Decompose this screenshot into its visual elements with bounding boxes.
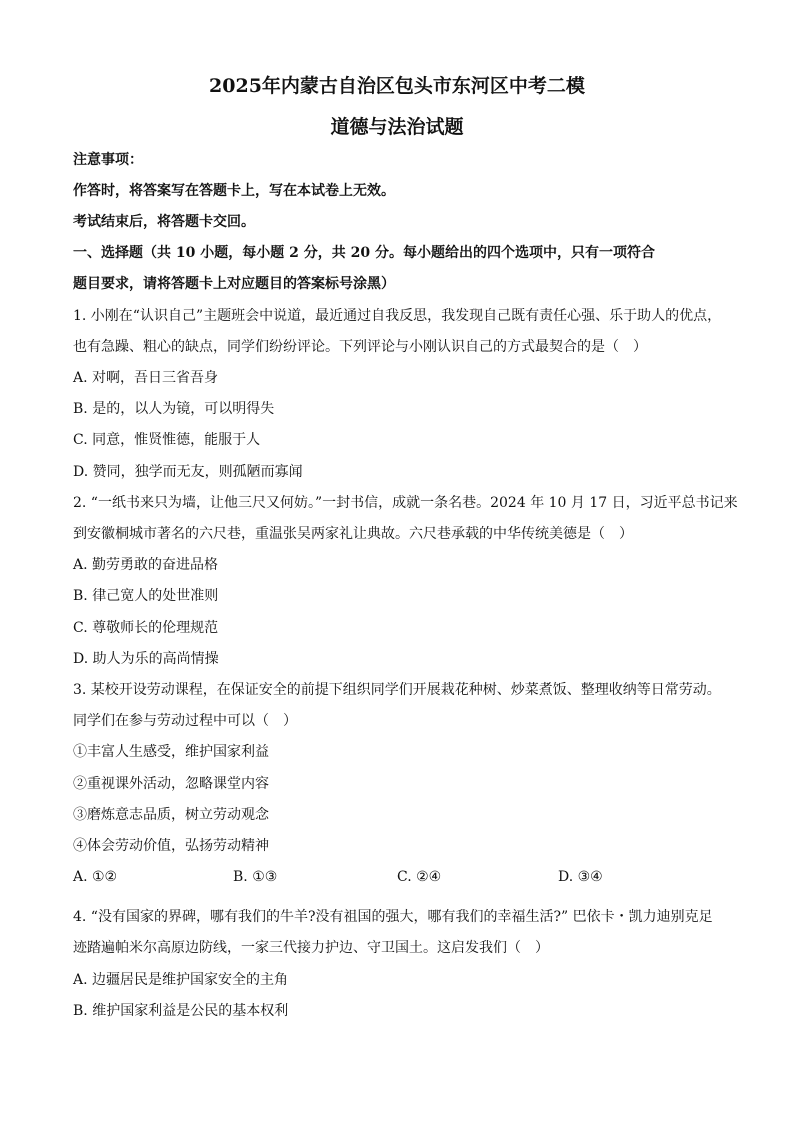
question-3-stem-cont: 同学们在参与劳动过程中可以（ ） [73,713,297,729]
question-1-stem: 1. 小刚在“认识自己”主题班会中说道，最近通过自我反思，我发现自己既有责任心强、乐于助人的优点， [73,308,722,324]
section-heading: 一、选择题（共 10 小题，每小题 2 分，共 20 分。每小题给出的四个选项中，只有一项符合 [73,245,655,261]
question-3-option-c: C. ②④ [397,869,442,885]
question-2-stem-cont: 到安徽桐城市著名的六尺巷，重温张吴两家礼让典故。六尺巷承载的中华传统美德是（ ） [73,526,633,542]
notice-heading: 注意事项： [73,152,143,168]
question-4-stem-cont: 迹踏遍帕米尔高原边防线，一家三代接力护边、守卫国土。这启发我们（ ） [73,940,549,956]
question-1-stem-cont: 也有急躁、粗心的缺点，同学们纷纷评论。下列评论与小刚认识自己的方式最契合的是（ ） [73,339,647,355]
question-3-option-d: D. ③④ [558,869,603,885]
section-heading-cont: 题目要求，请将答题卡上对应题目的答案标号涂黑） [73,276,395,292]
question-4-option-a: A. 边疆居民是维护国家安全的主角 [73,972,289,988]
question-1-option-c: C. 同意，惟贤惟德，能服于人 [73,432,261,448]
question-2-option-a: A. 勤劳勇敢的奋进品格 [73,557,219,573]
question-3-option-b: B. ①③ [233,869,278,885]
question-2-option-d: D. 助人为乐的高尚情操 [73,651,219,667]
question-4-stem: 4. “没有国家的界碑，哪有我们的牛羊?没有祖国的强大，哪有我们的幸福生活?” 巴依卡・凯力迪别克足 [73,909,713,925]
question-2-stem: 2. “一纸书来只为墙，让他三尺又何妨。”一封书信，成就一条名巷。2024 年 10 月 17 日，习近平总书记来 [73,495,738,511]
question-1-option-b: B. 是的，以人为镜，可以明得失 [73,401,275,417]
notice-item: 作答时，将答案写在答题卡上，写在本试卷上无效。 [73,183,395,199]
question-2-option-c: C. 尊敬师长的伦理规范 [73,620,219,636]
question-3-statement-4: ④体会劳动价值，弘扬劳动精神 [73,838,269,854]
question-3-option-a: A. ①② [73,869,118,885]
question-3-statement-3: ③磨炼意志品质，树立劳动观念 [73,807,269,823]
exam-title: 2025年内蒙古自治区包头市东河区中考二模 [209,75,585,97]
question-2-option-b: B. 律己宽人的处世准则 [73,588,219,604]
question-3-statement-1: ①丰富人生感受，维护国家利益 [73,744,269,760]
question-1-option-a: A. 对啊，吾日三省吾身 [73,370,219,386]
exam-subtitle: 道德与法治试题 [330,116,464,138]
notice-item: 考试结束后，将答题卡交回。 [73,214,255,230]
question-4-option-b: B. 维护国家利益是公民的基本权利 [73,1003,289,1019]
question-3-stem: 3. 某校开设劳动课程，在保证安全的前提下组织同学们开展栽花种树、炒菜煮饭、整理收纳等日常劳动。 [73,682,721,698]
question-1-option-d: D. 赞同，独学而无友，则孤陋而寡闻 [73,464,303,480]
question-3-statement-2: ②重视课外活动，忽略课堂内容 [73,776,269,792]
